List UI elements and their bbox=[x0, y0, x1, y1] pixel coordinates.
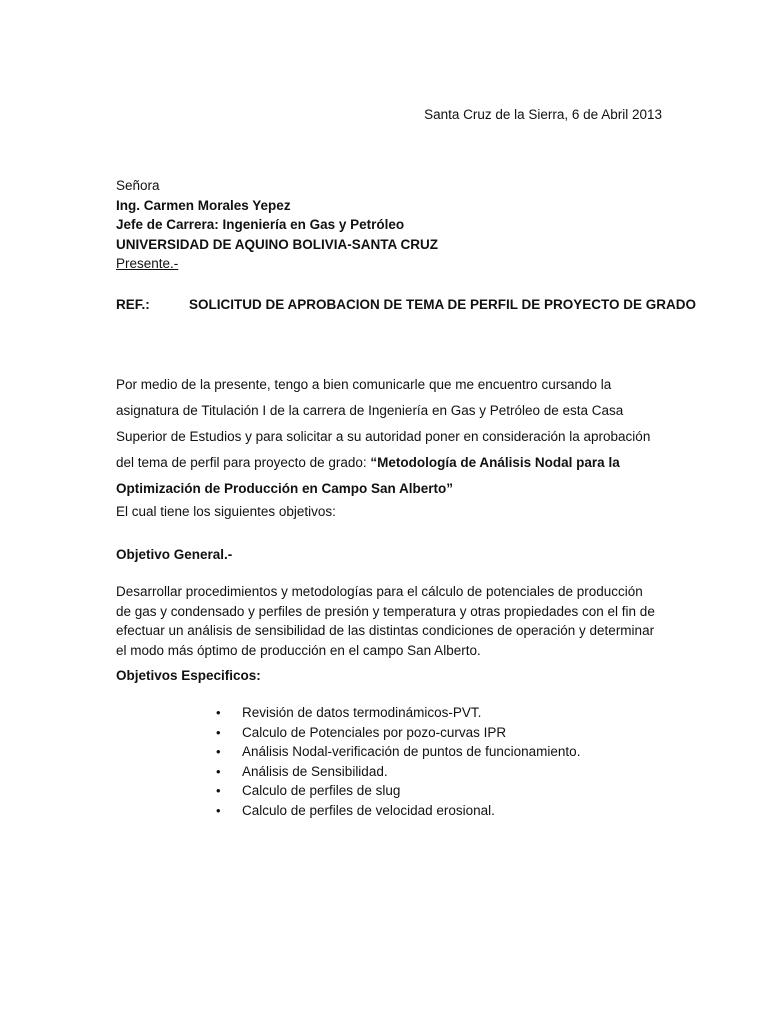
list-item bbox=[216, 703, 580, 723]
recipient-institution: UNIVERSIDAD DE AQUINO BOLIVIA-SANTA CRUZ bbox=[116, 236, 439, 252]
recipient-block bbox=[116, 176, 438, 274]
bullet-icon: • bbox=[216, 763, 221, 779]
objetivo-general-heading: Objetivo General.- bbox=[116, 547, 233, 562]
list-item-text: Análisis Nodal-verificación de puntos de funcionamiento. bbox=[242, 744, 581, 759]
list-item bbox=[216, 723, 580, 743]
list-item bbox=[216, 801, 580, 821]
date-line: Santa Cruz de la Sierra, 6 de Abril 2013 bbox=[424, 107, 662, 122]
list-item-text: Análisis de Sensibilidad. bbox=[242, 763, 388, 779]
recipient-name: Ing. Carmen Morales Yepez bbox=[116, 197, 291, 213]
bullet-icon: • bbox=[216, 705, 221, 720]
objetivo-general-text: Desarrollar procedimientos y metodologías para el cálculo de potenciales de producción de gas y condensado y perfiles de presión y temperatura y otras propiedades con el fin de efectuar un análisis de sensibilidad de las distintas condiciones de operación y determinar el modo más óptimo de producción en el campo San Alberto. bbox=[116, 584, 655, 658]
presente-line: Presente.- bbox=[116, 256, 179, 271]
ref-subject: SOLICITUD DE APROBACION DE TEMA DE PERFIL DE PROYECTO DE GRADO bbox=[189, 297, 697, 312]
salutation: Señora bbox=[116, 178, 160, 193]
bullet-icon: • bbox=[216, 802, 221, 818]
list-item-text: Revisión de datos termodinámicos-PVT. bbox=[242, 705, 482, 720]
list-item bbox=[216, 781, 580, 801]
bullet-icon: • bbox=[216, 783, 221, 798]
list-item-text: Calculo de perfiles de slug bbox=[242, 783, 401, 798]
recipient-position: Jefe de Carrera: Ingeniería en Gas y Petróleo bbox=[116, 217, 405, 232]
intro-paragraph bbox=[116, 372, 661, 502]
reference-line bbox=[116, 297, 696, 312]
list-item-text: Calculo de perfiles de velocidad erosional. bbox=[242, 802, 495, 818]
list-item-text: Calculo de Potenciales por pozo-curvas IPR bbox=[242, 724, 507, 740]
list-item bbox=[216, 762, 580, 782]
objetivos-especificos-heading: Objetivos Especificos: bbox=[116, 668, 261, 683]
intro-follow-line: El cual tiene los siguientes objetivos: bbox=[116, 504, 336, 519]
bullet-icon: • bbox=[216, 744, 221, 759]
objetivos-especificos-list bbox=[216, 703, 580, 820]
list-item bbox=[216, 742, 580, 762]
bullet-icon: • bbox=[216, 724, 221, 740]
project-title: “Metodología de Análisis Nodal para la Optimización de Producción en Campo San Alberto” bbox=[116, 455, 620, 496]
intro-text: Por medio de la presente, tengo a bien comunicarle que me encuentro cursando la asignatura de Titulación I de la carrera de Ingeniería en Gas y Petróleo de esta Casa Superior de Estudios y para solicitar a su autoridad poner en consideración la aprobación del tema de perfil para proyecto de grado: bbox=[116, 377, 651, 470]
ref-label: REF.: bbox=[116, 297, 150, 312]
